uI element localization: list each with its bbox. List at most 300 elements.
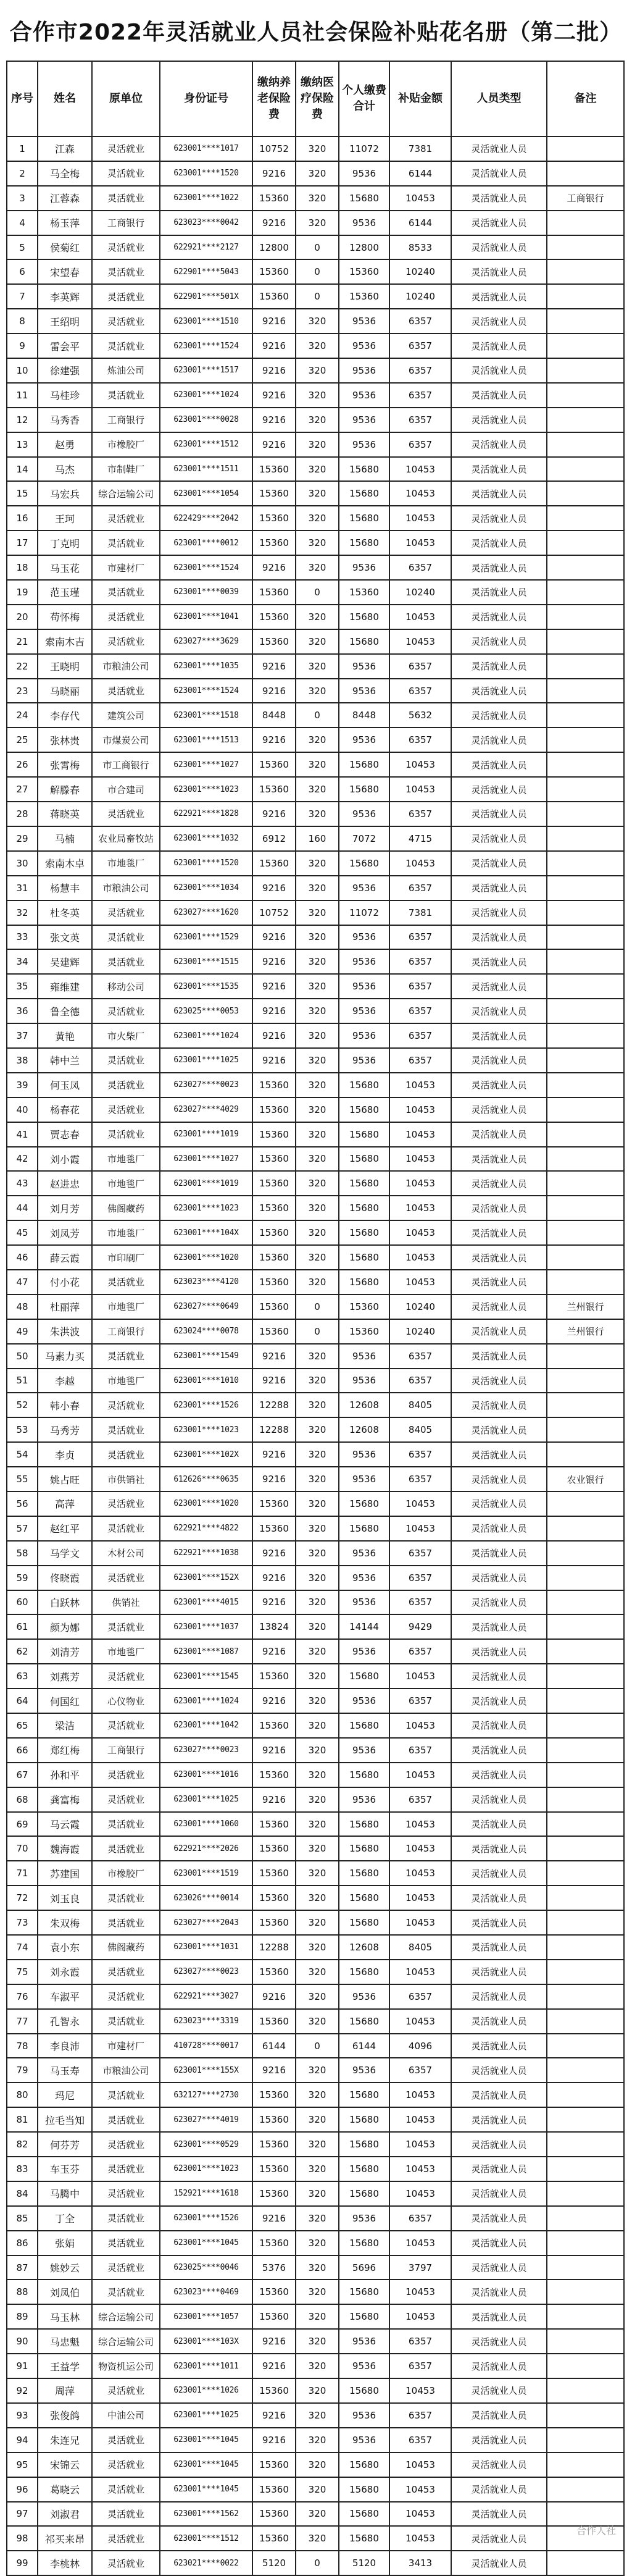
cell-original-unit: 灵活就业: [92, 2378, 160, 2403]
cell-remarks: [547, 1935, 624, 1960]
cell-medical: 320: [296, 1960, 339, 1984]
cell-medical: 320: [296, 1836, 339, 1861]
cell-pension: 10752: [252, 900, 296, 925]
table-row: [7, 1590, 624, 1615]
cell-name: 杜冬英: [38, 900, 92, 925]
cell-pension: 6912: [252, 826, 296, 851]
cell-pension: 9216: [252, 2354, 296, 2378]
cell-personal-total: 15680: [339, 457, 389, 482]
cell-medical: 320: [296, 506, 339, 531]
cell-original-unit: 灵活就业: [92, 309, 160, 334]
table-row: [7, 2403, 624, 2428]
cell-id-number: 623001****1518: [160, 703, 252, 728]
cell-name: 雷会平: [38, 334, 92, 358]
cell-pension: 9216: [252, 211, 296, 235]
table-row: [7, 1886, 624, 1910]
cell-index: 51: [7, 1369, 38, 1393]
cell-remarks: [547, 1516, 624, 1541]
col-header-pension-contribution: 缴纳养老保险费: [252, 61, 296, 136]
table-row: [7, 1812, 624, 1837]
cell-name: 周萍: [38, 2378, 92, 2403]
cell-pension: 9216: [252, 1590, 296, 1615]
cell-person-type: 灵活就业人员: [451, 1393, 547, 1417]
table-row: [7, 1073, 624, 1097]
cell-medical: 320: [296, 1664, 339, 1689]
table-row: [7, 1220, 624, 1245]
cell-original-unit: 灵活就业: [92, 1614, 160, 1639]
cell-name: 拉毛当知: [38, 2107, 92, 2132]
table-row: [7, 2157, 624, 2181]
cell-original-unit: 灵活就业: [92, 1566, 160, 1590]
cell-person-type: 灵活就业人员: [451, 1048, 547, 1073]
cell-remarks: [547, 999, 624, 1023]
cell-id-number: 623001****1023: [160, 2157, 252, 2181]
cell-medical: 320: [296, 2452, 339, 2477]
cell-original-unit: 灵活就业: [92, 259, 160, 284]
cell-personal-total: 15680: [339, 2181, 389, 2206]
cell-subsidy: 10453: [389, 1491, 451, 1516]
cell-personal-total: 9536: [339, 334, 389, 358]
cell-original-unit: 工商银行: [92, 1738, 160, 1763]
table-row: [7, 1319, 624, 1344]
cell-remarks: [547, 1590, 624, 1615]
cell-medical: 320: [296, 186, 339, 211]
cell-index: 58: [7, 1541, 38, 1566]
cell-name: 杜丽萍: [38, 1294, 92, 1319]
cell-subsidy: 6357: [389, 408, 451, 432]
cell-original-unit: 市粮油公司: [92, 654, 160, 679]
cell-name: 玛尼: [38, 2083, 92, 2107]
cell-index: 34: [7, 949, 38, 974]
cell-medical: 320: [296, 161, 339, 186]
table-row: [7, 2378, 624, 2403]
cell-index: 46: [7, 1245, 38, 1270]
cell-remarks: [547, 1738, 624, 1763]
cell-medical: 320: [296, 481, 339, 506]
table-row: [7, 703, 624, 728]
cell-name: 朱双梅: [38, 1910, 92, 1935]
cell-name: 郑红梅: [38, 1738, 92, 1763]
cell-pension: 15360: [252, 457, 296, 482]
table-row: [7, 136, 624, 161]
cell-subsidy: 3413: [389, 2551, 451, 2575]
table-row: [7, 284, 624, 309]
cell-remarks: [547, 161, 624, 186]
cell-subsidy: 10240: [389, 1294, 451, 1319]
cell-id-number: 623001****1024: [160, 1023, 252, 1048]
cell-remarks: [547, 2058, 624, 2083]
cell-person-type: 灵活就业人员: [451, 1836, 547, 1861]
cell-name: 苟怀梅: [38, 605, 92, 629]
cell-medical: 160: [296, 826, 339, 851]
cell-personal-total: 15680: [339, 851, 389, 876]
table-row: [7, 2477, 624, 2502]
cell-id-number: 623001****1026: [160, 2378, 252, 2403]
table-row: [7, 925, 624, 950]
cell-remarks: 兰州银行: [547, 1319, 624, 1344]
cell-remarks: [547, 2329, 624, 2354]
cell-index: 91: [7, 2354, 38, 2378]
cell-index: 85: [7, 2206, 38, 2231]
cell-subsidy: 6357: [389, 1639, 451, 1664]
cell-name: 黄艳: [38, 1023, 92, 1048]
cell-name: 何芬芳: [38, 2132, 92, 2157]
cell-original-unit: 市地毯厂: [92, 1171, 160, 1196]
cell-id-number: 623023****0042: [160, 211, 252, 235]
cell-id-number: 623001****155X: [160, 2058, 252, 2083]
cell-personal-total: 9536: [339, 1344, 389, 1369]
cell-name: 李良沛: [38, 2034, 92, 2058]
cell-pension: 9216: [252, 1689, 296, 1713]
cell-index: 21: [7, 629, 38, 654]
cell-person-type: 灵活就业人员: [451, 2378, 547, 2403]
cell-original-unit: 市地毯厂: [92, 1639, 160, 1664]
cell-original-unit: 灵活就业: [92, 1960, 160, 1984]
cell-name: 马腾中: [38, 2181, 92, 2206]
cell-remarks: [547, 1984, 624, 2009]
cell-id-number: 152921****1618: [160, 2181, 252, 2206]
cell-person-type: 灵活就业人员: [451, 1516, 547, 1541]
cell-medical: 320: [296, 1787, 339, 1812]
cell-index: 11: [7, 383, 38, 408]
cell-original-unit: 灵活就业: [92, 1122, 160, 1147]
cell-index: 24: [7, 703, 38, 728]
cell-original-unit: 移动公司: [92, 974, 160, 999]
cell-remarks: [547, 679, 624, 703]
cell-person-type: 灵活就业人员: [451, 408, 547, 432]
cell-subsidy: 10453: [389, 186, 451, 211]
cell-index: 36: [7, 999, 38, 1023]
cell-original-unit: 灵活就业: [92, 1664, 160, 1689]
cell-index: 25: [7, 728, 38, 752]
cell-index: 29: [7, 826, 38, 851]
cell-original-unit: 市火柴厂: [92, 1023, 160, 1048]
cell-original-unit: 灵活就业: [92, 1097, 160, 1122]
table-row: [7, 752, 624, 777]
cell-pension: 15360: [252, 2452, 296, 2477]
cell-personal-total: 12800: [339, 235, 389, 260]
cell-remarks: [547, 457, 624, 482]
cell-medical: 320: [296, 1467, 339, 1491]
table-row: [7, 2083, 624, 2107]
cell-person-type: 灵活就业人员: [451, 2304, 547, 2329]
cell-subsidy: 10453: [389, 2304, 451, 2329]
cell-remarks: [547, 2452, 624, 2477]
cell-index: 27: [7, 777, 38, 802]
cell-remarks: 工商银行: [547, 186, 624, 211]
cell-subsidy: 6357: [389, 1369, 451, 1393]
table-row: [7, 1491, 624, 1516]
cell-person-type: 灵活就业人员: [451, 1417, 547, 1442]
cell-index: 95: [7, 2452, 38, 2477]
cell-remarks: [547, 1270, 624, 1294]
cell-medical: 320: [296, 752, 339, 777]
cell-medical: 320: [296, 309, 339, 334]
cell-pension: 10752: [252, 136, 296, 161]
cell-personal-total: 6144: [339, 2034, 389, 2058]
cell-medical: 0: [296, 235, 339, 260]
cell-index: 7: [7, 284, 38, 309]
cell-id-number: 623001****1034: [160, 876, 252, 900]
cell-personal-total: 15360: [339, 1319, 389, 1344]
table-row: [7, 506, 624, 531]
cell-person-type: 灵活就业人员: [451, 2551, 547, 2575]
cell-original-unit: 供销社: [92, 1590, 160, 1615]
cell-personal-total: 15360: [339, 1294, 389, 1319]
cell-index: 99: [7, 2551, 38, 2575]
cell-person-type: 灵活就业人员: [451, 1196, 547, 1220]
cell-original-unit: 灵活就业: [92, 2009, 160, 2034]
cell-original-unit: 灵活就业: [92, 2231, 160, 2255]
cell-index: 89: [7, 2304, 38, 2329]
cell-personal-total: 9536: [339, 2428, 389, 2452]
cell-personal-total: 8448: [339, 703, 389, 728]
cell-name: 李英辉: [38, 284, 92, 309]
cell-remarks: [547, 654, 624, 679]
cell-id-number: 622901****501X: [160, 284, 252, 309]
cell-pension: 9216: [252, 1467, 296, 1491]
cell-medical: 320: [296, 136, 339, 161]
cell-personal-total: 15680: [339, 2083, 389, 2107]
cell-medical: 0: [296, 284, 339, 309]
cell-subsidy: 6357: [389, 1787, 451, 1812]
cell-medical: 320: [296, 1196, 339, 1220]
cell-medical: 320: [296, 777, 339, 802]
cell-medical: 320: [296, 1935, 339, 1960]
cell-person-type: 灵活就业人员: [451, 1763, 547, 1787]
cell-name: 朱洪波: [38, 1319, 92, 1344]
cell-personal-total: 15680: [339, 1516, 389, 1541]
cell-original-unit: 灵活就业: [92, 1812, 160, 1837]
cell-pension: 15360: [252, 506, 296, 531]
cell-medical: 320: [296, 2157, 339, 2181]
cell-medical: 320: [296, 999, 339, 1023]
cell-remarks: [547, 2428, 624, 2452]
cell-original-unit: 灵活就业: [92, 1886, 160, 1910]
cell-personal-total: 15680: [339, 1491, 389, 1516]
cell-remarks: [547, 432, 624, 457]
cell-subsidy: 6357: [389, 1566, 451, 1590]
table-row: [7, 1614, 624, 1639]
cell-subsidy: 10453: [389, 2181, 451, 2206]
cell-subsidy: 10453: [389, 777, 451, 802]
cell-id-number: 622901****5043: [160, 259, 252, 284]
cell-index: 44: [7, 1196, 38, 1220]
cell-id-number: 623024****0078: [160, 1319, 252, 1344]
cell-name: 颜为娜: [38, 1614, 92, 1639]
cell-subsidy: 10453: [389, 1812, 451, 1837]
cell-id-number: 623001****1524: [160, 555, 252, 580]
cell-original-unit: 灵活就业: [92, 2132, 160, 2157]
cell-name: 宋望春: [38, 259, 92, 284]
cell-subsidy: 8533: [389, 235, 451, 260]
cell-subsidy: 8405: [389, 1417, 451, 1442]
cell-subsidy: 5632: [389, 703, 451, 728]
table-row: [7, 1122, 624, 1147]
cell-pension: 9216: [252, 802, 296, 826]
table-row: [7, 580, 624, 605]
cell-personal-total: 15680: [339, 1910, 389, 1935]
cell-remarks: [547, 1393, 624, 1417]
cell-pension: 15360: [252, 2083, 296, 2107]
cell-original-unit: 木材公司: [92, 1541, 160, 1566]
cell-medical: 320: [296, 605, 339, 629]
cell-medical: 320: [296, 1442, 339, 1467]
cell-original-unit: 灵活就业: [92, 506, 160, 531]
cell-pension: 15360: [252, 1516, 296, 1541]
table-row: [7, 2009, 624, 2034]
cell-person-type: 灵活就业人员: [451, 1566, 547, 1590]
table-row: [7, 1960, 624, 1984]
cell-person-type: 灵活就业人员: [451, 2403, 547, 2428]
cell-personal-total: 9536: [339, 2058, 389, 2083]
cell-person-type: 灵活就业人员: [451, 506, 547, 531]
cell-remarks: [547, 1836, 624, 1861]
cell-medical: 320: [296, 900, 339, 925]
cell-remarks: [547, 2206, 624, 2231]
cell-subsidy: 6357: [389, 2058, 451, 2083]
cell-personal-total: 9536: [339, 2329, 389, 2354]
cell-subsidy: 6357: [389, 974, 451, 999]
cell-index: 82: [7, 2132, 38, 2157]
cell-index: 64: [7, 1689, 38, 1713]
cell-person-type: 灵活就业人员: [451, 2477, 547, 2502]
cell-name: 鲁全德: [38, 999, 92, 1023]
cell-medical: 320: [296, 2206, 339, 2231]
cell-remarks: [547, 235, 624, 260]
cell-personal-total: 9536: [339, 876, 389, 900]
cell-personal-total: 5120: [339, 2551, 389, 2575]
cell-medical: 320: [296, 2255, 339, 2280]
cell-person-type: 灵活就业人员: [451, 1984, 547, 2009]
table-row: [7, 1787, 624, 1812]
cell-remarks: [547, 1689, 624, 1713]
cell-original-unit: 灵活就业: [92, 1984, 160, 2009]
cell-pension: 9216: [252, 309, 296, 334]
cell-remarks: [547, 1763, 624, 1787]
cell-original-unit: 灵活就业: [92, 629, 160, 654]
cell-person-type: 灵活就业人员: [451, 1369, 547, 1393]
cell-personal-total: 15680: [339, 1220, 389, 1245]
cell-name: 张林贵: [38, 728, 92, 752]
cell-index: 52: [7, 1393, 38, 1417]
cell-original-unit: 佛阁藏药: [92, 1935, 160, 1960]
cell-original-unit: 灵活就业: [92, 1048, 160, 1073]
cell-subsidy: 10453: [389, 481, 451, 506]
cell-personal-total: 15680: [339, 752, 389, 777]
cell-original-unit: 工商银行: [92, 211, 160, 235]
cell-pension: 8448: [252, 703, 296, 728]
cell-id-number: 623001****1535: [160, 974, 252, 999]
cell-subsidy: 10453: [389, 2231, 451, 2255]
cell-id-number: 623027****0023: [160, 1960, 252, 1984]
cell-original-unit: 灵活就业: [92, 605, 160, 629]
cell-person-type: 灵活就业人员: [451, 1713, 547, 1738]
cell-medical: 0: [296, 703, 339, 728]
cell-person-type: 灵活就业人员: [451, 284, 547, 309]
cell-index: 74: [7, 1935, 38, 1960]
cell-name: 马桂珍: [38, 383, 92, 408]
cell-personal-total: 15680: [339, 1196, 389, 1220]
cell-name: 刘燕芳: [38, 1664, 92, 1689]
cell-medical: 320: [296, 949, 339, 974]
cell-medical: 320: [296, 432, 339, 457]
cell-index: 53: [7, 1417, 38, 1442]
cell-personal-total: 9536: [339, 1048, 389, 1073]
cell-pension: 15360: [252, 1763, 296, 1787]
cell-original-unit: 灵活就业: [92, 2157, 160, 2181]
cell-subsidy: 10453: [389, 1171, 451, 1196]
cell-person-type: 灵活就业人员: [451, 2231, 547, 2255]
table-row: [7, 1935, 624, 1960]
cell-remarks: [547, 2132, 624, 2157]
cell-subsidy: 6357: [389, 2354, 451, 2378]
cell-subsidy: 10453: [389, 457, 451, 482]
cell-id-number: 623025****0053: [160, 999, 252, 1023]
cell-remarks: [547, 2551, 624, 2575]
cell-id-number: 623001****4015: [160, 1590, 252, 1615]
cell-pension: 15360: [252, 1171, 296, 1196]
cell-subsidy: 10453: [389, 752, 451, 777]
cell-personal-total: 15680: [339, 2107, 389, 2132]
cell-remarks: [547, 1344, 624, 1369]
cell-name: 魏海霞: [38, 1836, 92, 1861]
cell-remarks: [547, 900, 624, 925]
table-row: [7, 1566, 624, 1590]
cell-person-type: 灵活就业人员: [451, 2083, 547, 2107]
cell-remarks: [547, 949, 624, 974]
cell-name: 姚占旺: [38, 1467, 92, 1491]
cell-personal-total: 15680: [339, 186, 389, 211]
cell-original-unit: 农业局畜牧站: [92, 826, 160, 851]
cell-person-type: 灵活就业人员: [451, 2206, 547, 2231]
cell-original-unit: 市工商银行: [92, 752, 160, 777]
cell-name: 马云霞: [38, 1812, 92, 1837]
cell-remarks: [547, 1442, 624, 1467]
cell-subsidy: 6357: [389, 383, 451, 408]
cell-index: 8: [7, 309, 38, 334]
cell-subsidy: 6357: [389, 2403, 451, 2428]
cell-subsidy: 6357: [389, 2206, 451, 2231]
cell-original-unit: 灵活就业: [92, 2477, 160, 2502]
cell-name: 葛晓云: [38, 2477, 92, 2502]
cell-personal-total: 9536: [339, 2206, 389, 2231]
cell-id-number: 623001****1010: [160, 1369, 252, 1393]
cell-personal-total: 15680: [339, 2009, 389, 2034]
cell-subsidy: 10453: [389, 2477, 451, 2502]
cell-person-type: 灵活就业人员: [451, 1270, 547, 1294]
cell-id-number: 623023****4120: [160, 1270, 252, 1294]
table-row: [7, 2280, 624, 2304]
cell-original-unit: 灵活就业: [92, 1787, 160, 1812]
cell-index: 20: [7, 605, 38, 629]
cell-subsidy: 10453: [389, 2132, 451, 2157]
cell-pension: 9216: [252, 949, 296, 974]
cell-subsidy: 6357: [389, 949, 451, 974]
cell-original-unit: 灵活就业: [92, 949, 160, 974]
cell-subsidy: 10240: [389, 284, 451, 309]
cell-person-type: 灵活就业人员: [451, 1073, 547, 1097]
cell-id-number: 623001****1024: [160, 383, 252, 408]
cell-personal-total: 15680: [339, 481, 389, 506]
cell-subsidy: 10453: [389, 2526, 451, 2551]
cell-name: 马秀香: [38, 408, 92, 432]
cell-name: 刘月芳: [38, 1196, 92, 1220]
cell-name: 丁克明: [38, 531, 92, 555]
cell-index: 6: [7, 259, 38, 284]
cell-remarks: [547, 1073, 624, 1097]
cell-subsidy: 10453: [389, 1196, 451, 1220]
